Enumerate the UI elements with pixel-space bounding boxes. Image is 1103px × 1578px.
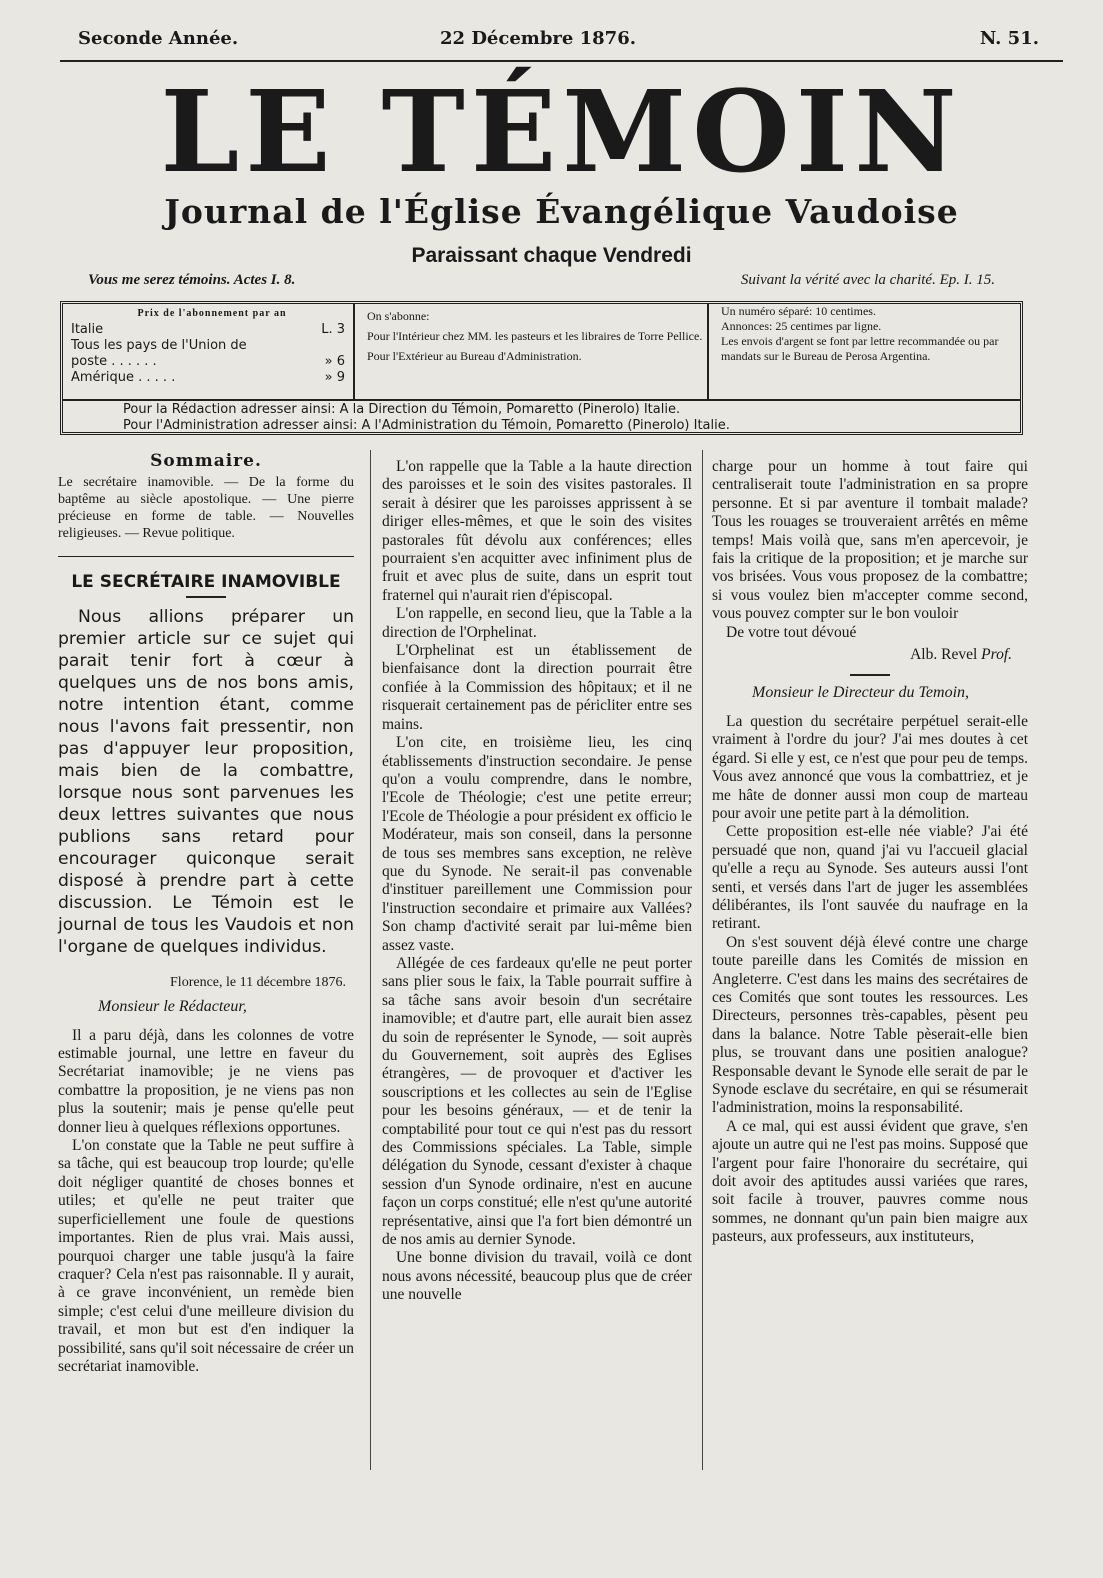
header-rule bbox=[60, 60, 1063, 62]
numero-line: Les envois d'argent se font par lettre recommandée ou par mandats sur le Bureau de Perosa Argentina. bbox=[721, 334, 999, 363]
paragraph: A ce mal, qui est aussi évident que grave, s'en ajoute un autre qui ne l'est pas moins. Supposé que l'argent pour faire l'honoraire du secrétaire, qui doit avoir des aptitudes aussi variées que rares, soit facile à trouver, pauvres comme nous sommes, ne donnant qu'un pain bien maigre aux pasteurs, aux professeurs, aux instituteurs, bbox=[712, 1117, 1028, 1246]
abonne-line: Pour l'Intérieur chez MM. les pasteurs et les libraires de Torre Pellice. bbox=[367, 329, 703, 343]
numero-line: Annonces: 25 centimes par ligne. bbox=[721, 319, 882, 333]
motto-left: Vous me serez témoins. Actes I. 8. bbox=[88, 272, 296, 288]
sommaire-text: Le secrétaire inamovible. — De la forme du baptême au siècle apostolique. — Une pierre précieuse en forme de table. — Nouvelles religieuses. — Revue politique. bbox=[58, 475, 354, 542]
administration-address: Pour l'Administration adresser ainsi: A l'Administration du Témoin, Pomaretto (Pinerolo) Italie. bbox=[123, 418, 730, 433]
paragraph: L'on cite, en troisième lieu, les cinq établissements d'instruction secondaire. Je pense qu'on a voulu comprendre, dans le nombre, l'Ecole de Théologie; c'est une petite erreur; l'Ecole de Théologie a pour président ex officio le Modérateur, mais son conseil, dans la personne de tous ses membres sans exception, ne relève que du Synode. Ne serait-il pas convenable d'instituer pareillement une Commission pour l'instruction secondaire et primaire aux Vallées? Son champ d'activité serait par lui-même bien assez vaste. bbox=[382, 734, 692, 954]
paragraph: Allégée de ces fardeaux qu'elle ne peut porter sans plier sous le faix, la Table pourrait suffire à sa tâche sans avoir besoin d'un secrétaire inamovible; et d'autre part, elle aurait bien assez du soin de représenter le Synode, — soit auprès du Gouvernement, soit auprès des Eglises étrangères, — de provoquer et d'activer les souscriptions et les collectes au sein de l'Eglise pour les besoins généraux, — et de tenir la comptabilité pour tout ce qui n'est pas du ressort des Commissions spéciales. La Table, simple délégation du Synode, cessant d'exister à chaque session d'un Synode ordinaire, n'est en aucune façon un corps constitué; elle n'est qu'une autorité représentative, ainsi que l'a fort bien démontré un de nos amis au dernier Synode. bbox=[382, 954, 692, 1249]
price-row: Italie L. 3 bbox=[71, 322, 345, 337]
section-rule bbox=[58, 556, 354, 557]
heading-dash bbox=[850, 674, 890, 676]
abonne-line: On s'abonne: bbox=[367, 309, 430, 323]
price-column bbox=[71, 304, 355, 399]
salutation: Monsieur le Directeur du Temoin, bbox=[752, 684, 970, 702]
heading-dash bbox=[186, 596, 226, 598]
paragraph: On s'est souvent déjà élevé contre une charge toute pareille dans les Comités de mission en Angleterre. C'est dans les mains des secrétaires de ces Comités que sont toutes les ressources. Les Directeurs, personnes très-capables, pèsent peu dans la balance. Notre Table pèserait-elle bien plus, se trouvant dans une positien analogue? Responsable devant le Synode elle serait de par le Synode esclave du secrétaire, en qui se résumerait l'administration, moins la responsabilité. bbox=[712, 933, 1028, 1117]
paragraph: L'Orphelinat est un établissement de bienfaisance dont la direction pourrait être confiée à la Commission des hôpitaux; et il ne risquerait certainement pas de péricliter entre ses mains. bbox=[382, 642, 692, 733]
paragraph: Une bonne division du travail, voilà ce dont nous avons nécessité, beaucoup plus que de créer une nouvelle bbox=[382, 1249, 692, 1304]
price-row: poste . . . . . . » 6 bbox=[71, 354, 345, 369]
header-line bbox=[78, 26, 1045, 54]
paragraph: L'on rappelle que la Table a la haute direction des paroisses et le soin des visites pastorales. Il serait à désirer que les paroisses apprissent à se diriger elles-mêmes, et que le soin des visites pastorales fût dévolu aux conférences; elles pourraient s'en acquitter avec infiniment plus de fruit et avec plus de suite, dans un esprit tout fraternel qui n'aurait rien d'épiscopal. bbox=[382, 458, 692, 604]
issue-number: N. 51. bbox=[979, 28, 1039, 49]
address-lines bbox=[123, 402, 730, 434]
year-label: Seconde Année. bbox=[78, 28, 239, 49]
masthead-subtitle: Journal de l'Église Évangélique Vaudoise bbox=[164, 192, 959, 231]
price-row: Amérique . . . . . » 9 bbox=[71, 370, 345, 385]
sommaire-heading: Sommaire. bbox=[150, 451, 262, 471]
column-2 bbox=[382, 458, 692, 1305]
motto-right: Suivant la vérité avec la charité. Ep. I. 15. bbox=[740, 272, 995, 288]
column-rule bbox=[370, 450, 371, 1470]
dateline: Florence, le 11 décembre 1876. bbox=[170, 974, 346, 990]
price-row: Tous les pays de l'Union de bbox=[71, 338, 247, 353]
paragraph: charge pour un homme à tout faire qui centraliserait toute l'administration en sa propre personne. Et si par aventure il tombait malade? Tous les rouages se trouveraient arrêtés en même temps! Mais voilà que, sans m'en apercevoir, je fais la critique de la proposition; et je marche sur vos brisées. Vous vous proposez de la combattre; si vous voulez bien m'accepter comme second, vous pouvez compter sur le bon vouloir bbox=[712, 458, 1028, 623]
paragraph: Cette proposition est-elle née viable? J'ai été persuadé que non, quand j'ai vu l'accueil glacial qu'elle a reçu au Synode. Ses auteurs aussi l'ont senti, et versés dans l'art de juger les assemblées délibérantes, ils l'ont sauvée du naufrage en la retirant. bbox=[712, 823, 1028, 933]
mottos bbox=[88, 272, 995, 294]
paragraph: De votre tout dévoué bbox=[726, 623, 857, 641]
numero-line: Un numéro séparé: 10 centimes. bbox=[721, 304, 876, 318]
masthead-title: LE TÉMOIN bbox=[160, 67, 963, 198]
column-1 bbox=[58, 452, 354, 1376]
paragraph: L'on rappelle, en second lieu, que la Table a la direction de l'Orphelinat. bbox=[382, 605, 692, 641]
signature-name: Alb. Revel bbox=[910, 646, 978, 664]
column-3 bbox=[712, 458, 1028, 1247]
abonne-column bbox=[367, 304, 709, 399]
box-divider bbox=[63, 399, 1020, 401]
signature bbox=[712, 646, 1012, 664]
article-lead: Nous allions préparer un premier article sur ce sujet qui parait tenir fort à cœur à quelques uns de nos bons amis, notre intention étant, comme nous l'avons fait pressentir, non pas d'appuyer leur proposition, mais bien de la combattre, lorsque nous sont parvenues les deux lettres suivantes que nous publions sans retard pour encourager quiconque serait disposé à prendre part à cette discussion. Le Témoin est le journal de tous les Vaudois et non l'organe de quelques individus. bbox=[58, 606, 354, 957]
salutation: Monsieur le Rédacteur, bbox=[98, 998, 247, 1016]
abonne-line: Pour l'Extérieur au Bureau d'Administration. bbox=[367, 349, 582, 363]
price-heading: Prix de l'abonnement par an bbox=[137, 308, 287, 319]
paragraph: La question du secrétaire perpétuel serait-elle vraiment à l'ordre du jour? J'ai mes doutes à cet égard. Si elle y est, ce n'est que pour peu de temps. Vous avez annoncé que vous la combattriez, et je me hâte de donner aussi mon coup de marteau pour avoir une petite part à la démolition. bbox=[712, 712, 1028, 822]
column-rule bbox=[702, 450, 703, 1470]
frequency-line: Paraissant chaque Vendredi bbox=[411, 244, 692, 267]
issue-date: 22 Décembre 1876. bbox=[440, 28, 636, 49]
paragraph: Il a paru déjà, dans les colonnes de votre estimable journal, une lettre en faveur du Secrétariat inamovible; je ne viens pas combattre la proposition, je ne viens pas non plus la soutenir; mais je pense qu'elle peut donner lieu à quelques réflexions opportunes. bbox=[58, 1026, 354, 1136]
redaction-address: Pour la Rédaction adresser ainsi: A la Direction du Témoin, Pomaretto (Pinerolo) Italie. bbox=[123, 402, 681, 417]
subscription-box bbox=[60, 301, 1023, 435]
paragraph: L'on constate que la Table ne peut suffire à sa tâche, qui est beaucoup trop lourde; qu'elle doit négliger quantité de choses bonnes et utiles; et qu'elle ne peut traiter que superficiellement une foule de questions importantes. Rien de plus vrai. Mais aussi, pourquoi charger une table jusqu'à la faire craquer? Cela n'est pas raisonnable. Il y aurait, à ce grave inconvénient, un remède bien simple; c'est celui d'une meilleure division du travail, et mon but est d'en indiquer la possibilité, sans qu'il soit nécessaire de créer un secrétariat inamovible. bbox=[58, 1137, 354, 1375]
signature-title: Prof. bbox=[981, 646, 1012, 664]
numero-column bbox=[721, 304, 1011, 400]
article-heading: LE SECRÉTAIRE INAMOVIBLE bbox=[71, 572, 341, 593]
